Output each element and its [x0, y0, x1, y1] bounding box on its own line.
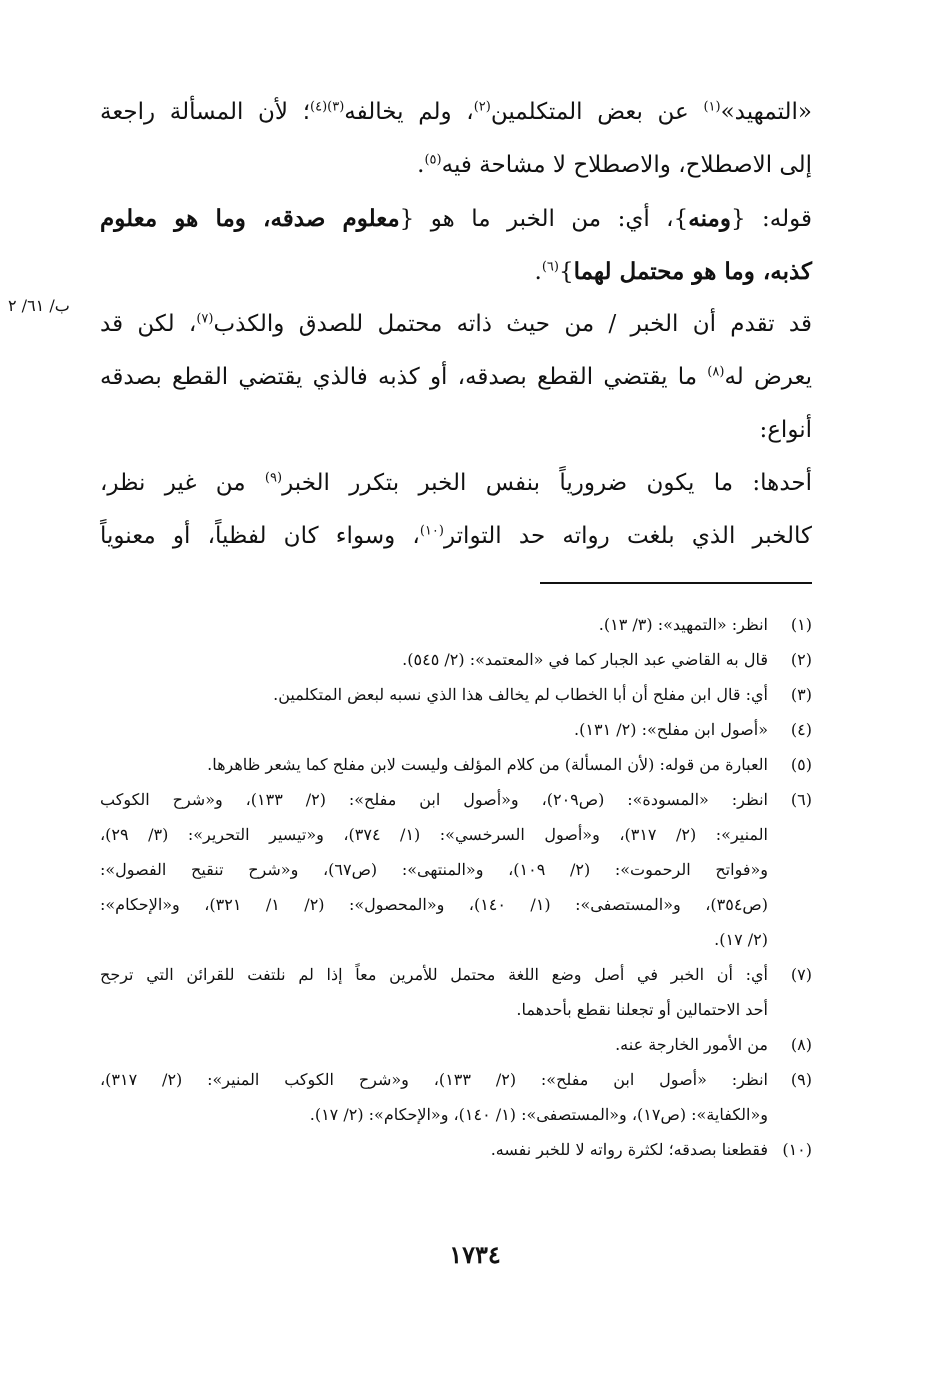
page-number: ١٧٣٤ — [449, 1240, 501, 1269]
footnote — [100, 642, 812, 677]
text-segment: «التمهيد» — [720, 99, 812, 125]
footnote-line: أحد الاحتمالين أو تجعلنا نقطع بأحدهما. — [516, 1000, 768, 1019]
footnote-line: المنير»: (٢/ ٣١٧)، و«أصول السرخسي»: (١/ ٣٧٤)، و«تيسير التحرير»: (٣/ ٢٩)، — [100, 825, 768, 844]
text-segment: ، وسواء كان لفظياً، أو معنوياً — [100, 523, 420, 549]
text-segment: ؛ لأن المسألة راجعة — [100, 99, 311, 125]
main-text-line — [100, 245, 812, 298]
footnote-number: (٦) — [790, 790, 812, 809]
text-segment: . — [417, 152, 425, 178]
footnote-text — [100, 747, 768, 782]
footnote-ref: (٢) — [473, 99, 491, 115]
footnote-line: العبارة من قوله: (لأن المسألة) من كلام المؤلف وليست لابن مفلح كما يشعر ظاهرها. — [207, 755, 768, 774]
footnote-ref: (٣)(٤) — [310, 99, 345, 115]
quoted-text: ومنه — [688, 205, 731, 232]
footnote — [100, 712, 812, 747]
footnote-line: (٢/ ١٧). — [714, 930, 768, 949]
text-segment: ما يقتضي القطع بصدقه، أو كذبه فالذي يقتضي القطع بصدقه — [100, 364, 708, 390]
footnote-line: أي: أن الخبر في أصل وضع اللغة محتمل للأمرين معاً إذا لم نلتفت للقرائن التي ترجح — [100, 965, 768, 984]
text-segment: . — [534, 259, 542, 285]
text-segment: يعرض له — [724, 364, 812, 390]
footnote-line: و«الكفاية»: (ص١٧)، و«المستصفى»: (١/ ١٤٠)، و«الإحكام»: (٢/ ١٧). — [309, 1105, 768, 1124]
footnote-text — [100, 1062, 768, 1132]
footnote-text — [100, 1027, 768, 1062]
text-segment: قوله: { — [730, 206, 812, 232]
main-text-line — [100, 192, 812, 245]
footnote-text — [100, 712, 768, 747]
footnote-ref: (٦) — [541, 259, 559, 275]
footnote-text — [100, 1132, 768, 1167]
footnote — [100, 677, 812, 712]
footnote — [100, 1062, 812, 1132]
footnote-ref: (١) — [703, 99, 721, 115]
main-text-line — [100, 139, 812, 192]
text-segment: } — [558, 259, 574, 285]
footnote-number: (٩) — [790, 1070, 812, 1089]
main-text-line — [100, 298, 812, 351]
text-segment: من غير نظر، — [100, 470, 265, 496]
text-segment: إلى الاصطلاح، والاصطلاح لا مشاحة فيه — [441, 152, 812, 178]
footnote-line: (ص٣٥٤)، و«المستصفى»: (١/ ١٤٠)، و«المحصول»: (٢/ ١/ ٣٢١)، و«الإحكام»: — [100, 895, 768, 914]
footnote — [100, 782, 812, 957]
footnote-line: «أصول ابن مفلح»: (٢/ ١٣١). — [574, 720, 768, 739]
footnote-number: (١) — [790, 615, 812, 634]
footnote-ref: (٩) — [264, 470, 283, 486]
text-segment: }، أي: من الخبر ما هو { — [399, 206, 689, 232]
text-segment: قد تقدم أن الخبر / من حيث ذاته محتمل للصدق والكذب — [213, 311, 812, 337]
text-segment: أنواع: — [759, 417, 812, 443]
footnote-line: انظر: «أصول ابن مفلح»: (٢/ ١٣٣)، و«شرح الكوكب المنير»: (٢/ ٣١٧)، — [100, 1070, 768, 1089]
footnote-line: من الأمور الخارجة عنه. — [615, 1035, 768, 1054]
footnote — [100, 747, 812, 782]
main-text-line — [100, 457, 812, 510]
footnote-line: قال به القاضي عبد الجبار كما في «المعتمد»: (٢/ ٥٤٥). — [402, 650, 768, 669]
main-text — [100, 86, 812, 563]
quoted-text: كذبه، وما هو محتمل لهما — [573, 258, 812, 285]
text-segment: عن بعض المتكلمين — [490, 99, 704, 125]
main-text-line — [100, 351, 812, 404]
footnote — [100, 957, 812, 1027]
footnote-ref: (٧) — [196, 311, 214, 327]
footnotes — [100, 607, 812, 1167]
footnote-number: (٨) — [790, 1035, 812, 1054]
footnote-line: أي: قال ابن مفلح أن أبا الخطاب لم يخالف هذا الذي نسبه لبعض المتكلمين. — [273, 685, 768, 704]
main-text-line — [100, 404, 812, 457]
text-segment: ، لكن قد — [100, 311, 197, 337]
footnote-number: (٣) — [790, 685, 812, 704]
footnote-separator — [540, 582, 812, 584]
footnote-number: (٥) — [790, 755, 812, 774]
footnote-number: (٢) — [790, 650, 812, 669]
text-segment: كالخبر الذي بلغت رواته حد التواتر — [443, 523, 812, 549]
footnote — [100, 1027, 812, 1062]
main-text-line — [100, 86, 812, 139]
footnote-ref: (١٠) — [419, 523, 444, 539]
footnote-number: (١٠) — [782, 1140, 812, 1159]
footnote-line: انظر: «المسودة»: (ص٢٠٩)، و«أصول ابن مفلح»: (٢/ ١٣٣)، و«شرح الكوكب — [100, 790, 768, 809]
footnote-line: فقطعنا بصدقه؛ لكثرة رواته لا للخبر نفسه. — [490, 1140, 768, 1159]
footnote-line: انظر: «التمهيد»: (٣/ ١٣). — [598, 615, 768, 634]
footnote — [100, 1132, 812, 1167]
quoted-text: معلوم صدقه، وما هو معلوم — [100, 205, 400, 232]
footnote-ref: (٥) — [424, 152, 442, 168]
footnote-text — [100, 677, 768, 712]
footnote-line: و«فواتح الرحموت»: (٢/ ١٠٩)، و«المنتهى»: (ص٦٧)، و«شرح تنقيح الفصول»: — [100, 860, 768, 879]
footnote-number: (٧) — [790, 965, 812, 984]
footnote-text — [100, 957, 768, 1027]
footnote-number: (٤) — [790, 720, 812, 739]
marginal-note: ب/ ٦١/ ٢ — [8, 296, 70, 315]
text-segment: ، ولم يخالفه — [344, 99, 474, 125]
footnote-text — [100, 607, 768, 642]
footnote-ref: (٨) — [707, 364, 725, 380]
text-segment: أحدها: ما يكون ضرورياً بنفس الخبر بتكرر الخبر — [282, 470, 812, 496]
main-text-line — [100, 510, 812, 563]
footnote-text — [100, 642, 768, 677]
footnote-text — [100, 782, 768, 957]
footnote — [100, 607, 812, 642]
